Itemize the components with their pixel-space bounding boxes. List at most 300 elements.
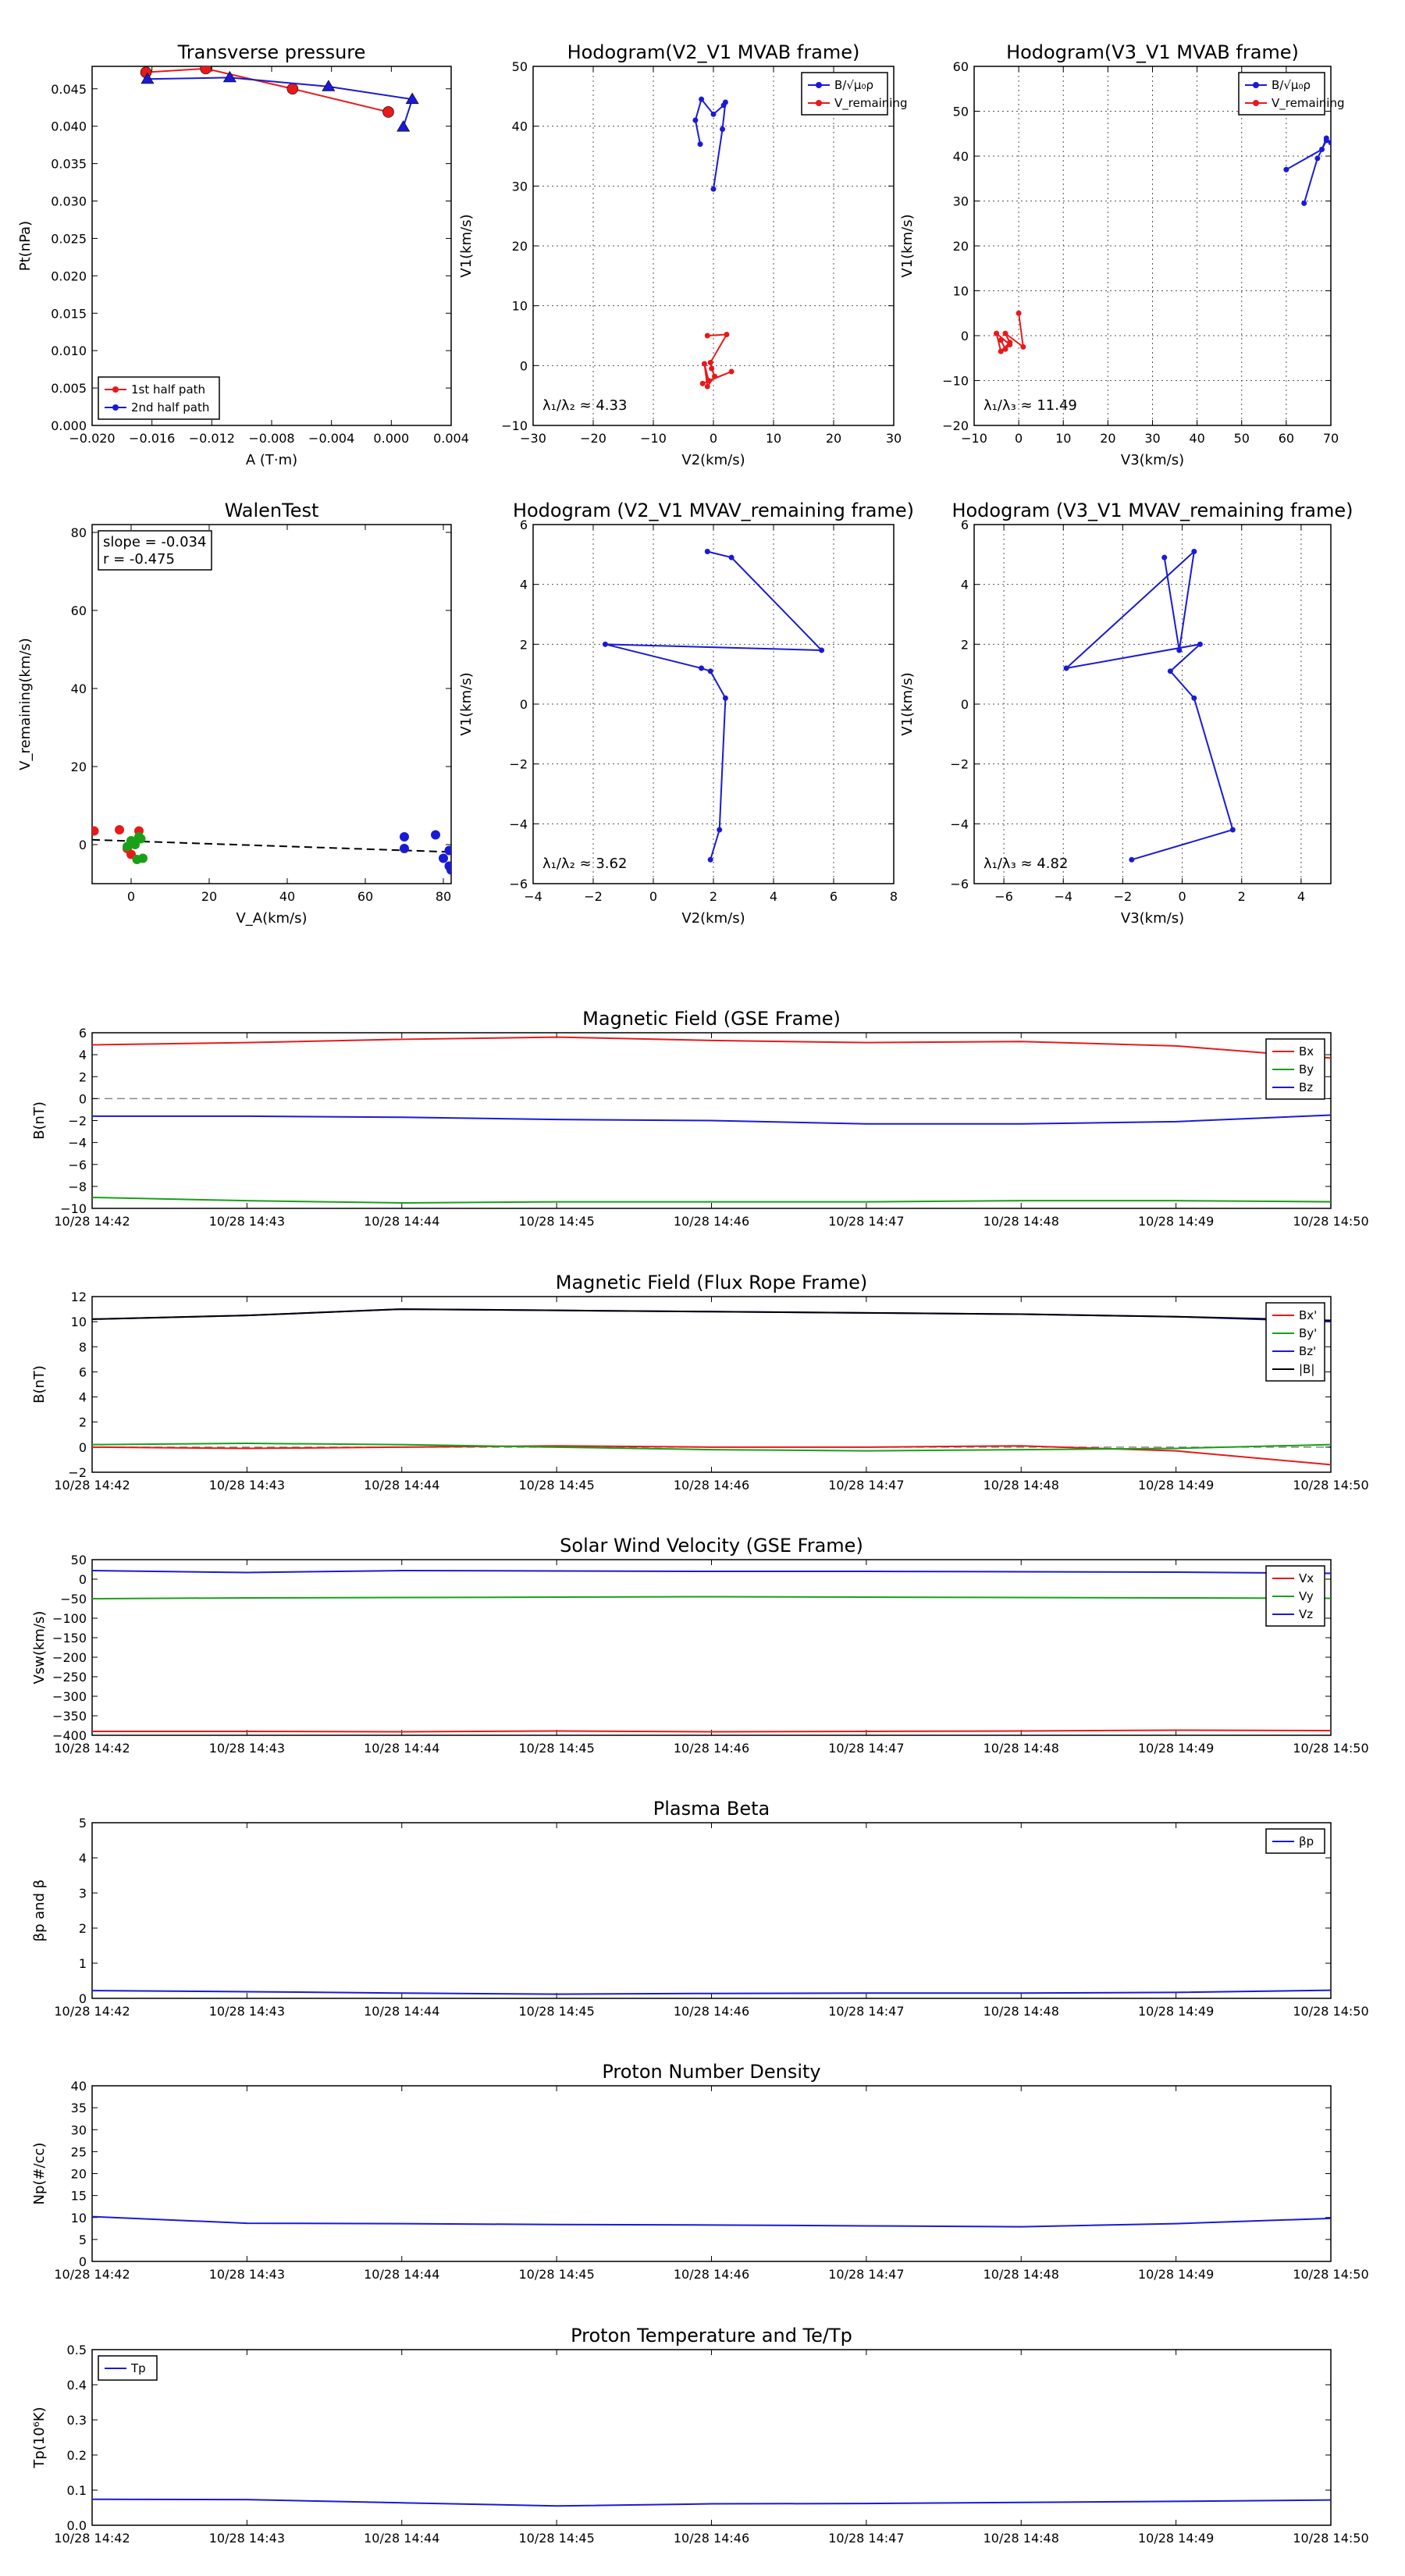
y-tick-label: 20 xyxy=(952,239,969,254)
data-point xyxy=(133,855,142,864)
x-tick-label: 10/28 14:42 xyxy=(54,2531,130,2546)
x-tick-label: 10/28 14:49 xyxy=(1137,2531,1215,2546)
data-point xyxy=(729,369,735,375)
x-tick-label: −0.020 xyxy=(69,431,116,446)
x-tick-label: 10/28 14:46 xyxy=(673,1741,750,1756)
x-axis-label: V2(km/s) xyxy=(681,452,745,468)
plot-area xyxy=(140,63,418,131)
x-tick-label: −0.004 xyxy=(308,431,355,446)
y-tick-label: 10 xyxy=(511,298,528,314)
series-line xyxy=(92,2217,1331,2227)
y-tick-label: 0.1 xyxy=(66,2483,87,2498)
plot-frame xyxy=(92,1823,1331,1998)
y-tick-label: 6 xyxy=(519,518,528,532)
x-tick-label: 10/28 14:44 xyxy=(364,2267,440,2282)
x-tick-label: 30 xyxy=(1144,431,1161,446)
legend-label: Bx' xyxy=(1299,1308,1318,1322)
chart-walen xyxy=(17,500,456,927)
chart-magfr xyxy=(31,1272,1369,1493)
x-tick-label: −2 xyxy=(584,889,603,904)
data-point xyxy=(698,141,703,147)
y-axis-label: V1(km/s) xyxy=(899,214,916,278)
y-tick-label: 0.0 xyxy=(66,2518,87,2533)
y-tick-label: 0 xyxy=(960,329,969,343)
y-tick-label: −6 xyxy=(509,877,528,891)
chart-title: WalenTest xyxy=(224,500,319,521)
plot-area xyxy=(92,1991,1331,1994)
x-tick-label: 10/28 14:46 xyxy=(673,2267,750,2282)
x-tick-label: 30 xyxy=(885,431,902,446)
data-point xyxy=(721,102,727,108)
y-tick-label: 2 xyxy=(78,1414,87,1430)
data-point xyxy=(712,374,717,379)
y-tick-label: −250 xyxy=(52,1670,87,1685)
series-line xyxy=(92,1309,1331,1320)
y-tick-label: 6 xyxy=(78,1364,87,1380)
x-tick-label: 10 xyxy=(1055,431,1072,446)
chart-title: Magnetic Field (GSE Frame) xyxy=(582,1008,841,1030)
series-line xyxy=(92,1597,1331,1599)
series-line xyxy=(148,77,412,126)
chart-title: Hodogram (V3_V1 MVAV_remaining frame) xyxy=(951,500,1353,521)
y-tick-label: −100 xyxy=(52,1611,87,1626)
y-tick-label: 5 xyxy=(78,2232,87,2247)
legend xyxy=(1266,1303,1325,1381)
x-tick-label: 10/28 14:44 xyxy=(364,2004,440,2019)
y-tick-label: 35 xyxy=(70,2101,87,2116)
y-tick-label: −8 xyxy=(68,1179,87,1194)
chart-title: Proton Number Density xyxy=(602,2061,821,2083)
x-tick-label: −2 xyxy=(1113,889,1133,904)
data-point xyxy=(603,642,608,647)
legend-label: Bx xyxy=(1299,1044,1314,1059)
y-tick-label: −200 xyxy=(52,1650,87,1665)
legend xyxy=(98,2356,157,2380)
y-tick-label: 2 xyxy=(78,1069,87,1085)
y-tick-label: 30 xyxy=(70,2122,87,2138)
y-tick-label: 2 xyxy=(519,637,528,653)
x-tick-label: −0.016 xyxy=(129,431,176,446)
y-tick-label: 0 xyxy=(78,1572,87,1587)
x-tick-label: 2 xyxy=(709,889,718,904)
legend-label: 2nd half path xyxy=(131,400,210,415)
data-point xyxy=(706,378,711,383)
legend-marker xyxy=(112,404,119,411)
x-tick-label: 10/28 14:47 xyxy=(828,1478,905,1493)
y-tick-label: 0.2 xyxy=(66,2448,87,2463)
y-tick-label: −10 xyxy=(501,418,528,433)
y-tick-label: 50 xyxy=(511,59,528,74)
y-tick-label: 25 xyxy=(70,2144,87,2160)
plot-area xyxy=(994,136,1333,354)
chart-tp2 xyxy=(31,2325,1369,2546)
legend xyxy=(98,377,219,419)
legend-label: B/√μ₀ρ xyxy=(834,78,873,92)
x-tick-label: 10/28 14:42 xyxy=(54,2004,130,2019)
data-point xyxy=(1283,167,1289,173)
chart-hodo2 xyxy=(899,41,1345,468)
x-tick-label: 0 xyxy=(126,889,136,904)
x-tick-label: 10/28 14:44 xyxy=(364,1214,440,1229)
chart-title: Proton Temperature and Te/Tp xyxy=(571,2325,852,2347)
plot-area xyxy=(692,97,734,390)
legend-label: By' xyxy=(1299,1326,1318,1340)
x-tick-label: 10/28 14:50 xyxy=(1293,1741,1369,1756)
y-axis-label: Tp(10⁶K) xyxy=(31,2407,48,2468)
y-tick-label: 0 xyxy=(78,1091,87,1107)
series-line xyxy=(92,1197,1331,1203)
x-tick-label: 20 xyxy=(1100,431,1116,446)
x-tick-label: 40 xyxy=(279,889,296,904)
y-tick-label: 4 xyxy=(78,1851,87,1866)
legend-label: 1st half path xyxy=(131,382,206,397)
x-tick-label: 10/28 14:48 xyxy=(983,1478,1059,1493)
x-tick-label: 0.004 xyxy=(433,431,469,446)
x-tick-label: 10/28 14:49 xyxy=(1137,2004,1215,2019)
x-tick-label: −10 xyxy=(640,431,667,446)
data-point xyxy=(699,97,704,102)
x-tick-label: 10/28 14:49 xyxy=(1137,1478,1215,1493)
plot-frame xyxy=(92,525,451,884)
x-tick-label: −6 xyxy=(994,889,1013,904)
data-point xyxy=(711,112,717,117)
data-point xyxy=(287,84,298,94)
chart-title: Magnetic Field (Flux Rope Frame) xyxy=(555,1272,868,1293)
x-tick-label: 20 xyxy=(825,431,842,446)
y-tick-label: 40 xyxy=(952,149,969,164)
chart-np xyxy=(31,2061,1369,2282)
legend xyxy=(1266,1829,1325,1853)
data-point xyxy=(702,361,707,367)
legend-marker xyxy=(1253,82,1259,88)
x-tick-label: 10/28 14:48 xyxy=(983,2004,1059,2019)
data-point xyxy=(998,337,1004,343)
x-tick-label: 10/28 14:47 xyxy=(828,2004,905,2019)
x-tick-label: −0.008 xyxy=(248,431,295,446)
y-tick-label: −2 xyxy=(950,756,969,772)
data-point xyxy=(692,118,698,123)
data-point xyxy=(1197,642,1203,647)
legend-label: βp xyxy=(1299,1834,1314,1848)
chart-hodo1 xyxy=(458,41,908,468)
y-tick-label: 10 xyxy=(70,2210,87,2226)
y-tick-label: 60 xyxy=(952,59,969,74)
x-axis-label: A (T·m) xyxy=(245,452,298,468)
x-axis-label: V2(km/s) xyxy=(681,910,745,927)
x-tick-label: 10/28 14:44 xyxy=(364,1478,440,1493)
y-axis-label: Np(#/cc) xyxy=(31,2142,48,2205)
x-tick-label: 70 xyxy=(1322,431,1339,446)
y-tick-label: −2 xyxy=(68,1113,87,1129)
plot-area xyxy=(92,1571,1331,1732)
y-tick-label: −10 xyxy=(60,1201,87,1216)
data-point xyxy=(1191,696,1197,701)
x-tick-label: 0 xyxy=(649,889,658,904)
x-tick-label: 10/28 14:42 xyxy=(54,1741,130,1756)
x-tick-label: 50 xyxy=(1233,431,1250,446)
x-tick-label: 10/28 14:43 xyxy=(208,2267,286,2282)
x-tick-label: 10/28 14:42 xyxy=(54,1214,130,1229)
y-tick-label: 0.000 xyxy=(51,418,87,433)
series-line xyxy=(92,1991,1331,1994)
data-point xyxy=(90,827,99,836)
y-axis-label: βp and β xyxy=(31,1879,48,1942)
y-axis-label: Vsw(km/s) xyxy=(31,1610,48,1685)
y-axis-label: Pt(nPa) xyxy=(17,220,34,272)
data-point xyxy=(201,63,212,74)
x-tick-label: 10/28 14:47 xyxy=(828,2267,905,2282)
y-tick-label: 20 xyxy=(70,760,87,774)
x-tick-label: −10 xyxy=(961,431,987,446)
data-point xyxy=(431,831,440,840)
legend-marker xyxy=(816,82,822,88)
y-axis-label: V_remaining(km/s) xyxy=(17,638,34,770)
y-tick-label: 0 xyxy=(519,697,528,712)
x-tick-label: 4 xyxy=(769,889,778,904)
x-tick-label: 8 xyxy=(889,889,898,904)
x-tick-label: 10/28 14:45 xyxy=(518,2004,595,2019)
y-tick-label: 10 xyxy=(952,283,969,299)
x-tick-label: 10/28 14:48 xyxy=(983,1214,1059,1229)
x-tick-label: −4 xyxy=(524,889,542,904)
ratio-annotation: λ₁/λ₃ ≈ 11.49 xyxy=(984,397,1077,414)
y-tick-label: 0.015 xyxy=(51,306,87,322)
x-tick-label: 10/28 14:43 xyxy=(208,1741,286,1756)
y-tick-label: 0.5 xyxy=(66,2343,87,2357)
x-tick-label: 10/28 14:43 xyxy=(208,2531,286,2546)
x-tick-label: 10/28 14:50 xyxy=(1293,2267,1369,2282)
x-tick-label: 20 xyxy=(201,889,218,904)
data-point xyxy=(724,332,729,337)
x-tick-label: 10/28 14:46 xyxy=(673,1214,750,1229)
y-tick-label: −50 xyxy=(60,1592,87,1606)
y-tick-label: 6 xyxy=(78,1026,87,1041)
legend-label: B/√μ₀ρ xyxy=(1272,78,1311,92)
data-point xyxy=(137,834,146,844)
y-tick-label: 5 xyxy=(78,1816,87,1831)
legend xyxy=(1239,73,1345,115)
data-point xyxy=(711,187,717,192)
y-tick-label: 0.045 xyxy=(51,81,87,97)
data-point xyxy=(1016,311,1022,316)
y-tick-label: 0.005 xyxy=(51,381,87,397)
x-tick-label: −4 xyxy=(1054,889,1073,904)
data-point xyxy=(1319,147,1325,152)
x-tick-label: 10/28 14:42 xyxy=(54,2267,130,2282)
data-point xyxy=(400,832,409,841)
legend-label: Vy xyxy=(1299,1589,1314,1603)
legend-label: By xyxy=(1299,1062,1314,1076)
data-point xyxy=(446,866,456,875)
data-point xyxy=(1007,342,1012,347)
x-tick-label: 10/28 14:45 xyxy=(518,2531,595,2546)
data-point xyxy=(1002,347,1008,352)
stats-text: slope = -0.034 xyxy=(103,534,207,550)
y-tick-label: 40 xyxy=(70,2079,87,2094)
data-point xyxy=(708,857,713,863)
series-line xyxy=(92,1037,1331,1059)
y-tick-label: −300 xyxy=(52,1689,87,1704)
x-axis-label: V3(km/s) xyxy=(1120,910,1185,927)
x-tick-label: −0.012 xyxy=(188,431,235,446)
y-tick-label: 2 xyxy=(78,1921,87,1936)
y-tick-label: 4 xyxy=(519,577,528,592)
plot-area xyxy=(92,1309,1331,1464)
y-tick-label: −10 xyxy=(942,373,969,389)
x-tick-label: 10/28 14:45 xyxy=(518,1478,595,1493)
legend-label: Bz xyxy=(1299,1080,1314,1094)
chart-title: Transverse pressure xyxy=(177,41,366,63)
y-tick-label: −4 xyxy=(950,817,969,832)
data-point xyxy=(705,384,710,390)
legend-label: V_remaining xyxy=(1272,96,1345,110)
data-point xyxy=(1020,344,1026,350)
legend xyxy=(1266,1039,1325,1099)
x-tick-label: 0.000 xyxy=(373,431,410,446)
y-tick-label: 0.020 xyxy=(51,269,87,284)
legend-marker xyxy=(1253,100,1259,106)
series-line xyxy=(92,1571,1331,1574)
x-tick-label: 2 xyxy=(1237,889,1246,904)
x-tick-label: 10/28 14:49 xyxy=(1137,1214,1215,1229)
plot-area xyxy=(1064,549,1236,863)
y-tick-label: 6 xyxy=(960,518,969,532)
ratio-annotation: λ₁/λ₃ ≈ 4.82 xyxy=(984,856,1069,872)
data-point xyxy=(1324,136,1329,141)
y-tick-label: 50 xyxy=(70,1553,87,1567)
series-line xyxy=(92,2500,1331,2507)
legend-label: Vx xyxy=(1299,1571,1314,1585)
y-axis-label: B(nT) xyxy=(31,1101,48,1140)
x-tick-label: 10/28 14:47 xyxy=(828,2531,905,2546)
data-point xyxy=(115,825,124,834)
legend-label: Tp xyxy=(131,2361,146,2375)
chart-hodo3 xyxy=(458,500,914,927)
x-tick-label: 10/28 14:50 xyxy=(1293,2531,1369,2546)
chart-beta xyxy=(31,1798,1369,2019)
x-tick-label: 4 xyxy=(1297,889,1306,904)
plot-area xyxy=(92,2500,1331,2507)
chart-title: Hodogram(V2_V1 MVAB frame) xyxy=(567,41,860,63)
plot-area xyxy=(92,1037,1331,1203)
plot-area xyxy=(90,825,457,875)
x-tick-label: 10/28 14:43 xyxy=(208,1478,286,1493)
y-tick-label: 20 xyxy=(511,239,528,254)
legend xyxy=(1266,1566,1325,1626)
y-tick-label: −2 xyxy=(509,756,528,772)
x-tick-label: 10/28 14:48 xyxy=(983,2267,1059,2282)
x-tick-label: 10/28 14:46 xyxy=(673,2531,750,2546)
data-point xyxy=(1301,201,1307,206)
y-tick-label: 60 xyxy=(70,603,87,618)
y-tick-label: 30 xyxy=(952,194,969,209)
chart-title: Hodogram(V3_V1 MVAB frame) xyxy=(1006,41,1299,63)
series-line xyxy=(1066,552,1232,860)
y-tick-label: 30 xyxy=(511,179,528,194)
x-tick-label: 0 xyxy=(709,431,718,446)
data-point xyxy=(717,827,722,833)
chart-tp xyxy=(17,41,469,468)
x-tick-label: 10/28 14:47 xyxy=(828,1214,905,1229)
chart-hodo4 xyxy=(899,500,1353,927)
legend-marker xyxy=(816,100,822,106)
data-point xyxy=(708,668,713,674)
x-tick-label: −30 xyxy=(520,431,546,446)
x-axis-label: V_A(km/s) xyxy=(236,910,308,927)
legend-marker xyxy=(112,386,119,393)
fit-line xyxy=(92,840,451,852)
x-tick-label: 10/28 14:50 xyxy=(1293,1478,1369,1493)
data-point xyxy=(439,854,448,863)
data-point xyxy=(1168,668,1173,674)
y-tick-label: 40 xyxy=(70,681,87,696)
y-tick-label: 0.030 xyxy=(51,194,87,209)
x-tick-label: 10/28 14:46 xyxy=(673,1478,750,1493)
chart-vsw xyxy=(31,1535,1369,1756)
data-point xyxy=(1129,857,1134,863)
x-tick-label: 10/28 14:44 xyxy=(364,2531,440,2546)
x-tick-label: 60 xyxy=(1278,431,1295,446)
plot-frame xyxy=(92,1560,1331,1735)
legend-label: Vz xyxy=(1299,1607,1314,1621)
y-tick-label: 4 xyxy=(78,1048,87,1063)
y-tick-label: 0.4 xyxy=(66,2378,87,2393)
data-point xyxy=(1329,140,1334,145)
x-tick-label: 0 xyxy=(1015,431,1023,446)
data-point xyxy=(445,846,454,856)
data-point xyxy=(1191,549,1197,554)
chart-title: Plasma Beta xyxy=(653,1798,770,1820)
data-point xyxy=(1230,827,1236,833)
chart-magb xyxy=(31,1008,1369,1229)
plot-frame xyxy=(92,2086,1331,2261)
y-tick-label: 0 xyxy=(960,697,969,712)
legend-label: Bz' xyxy=(1299,1344,1317,1358)
x-tick-label: 10/28 14:42 xyxy=(54,1478,130,1493)
x-tick-label: 80 xyxy=(435,889,452,904)
x-tick-label: 10/28 14:45 xyxy=(518,2267,595,2282)
x-tick-label: 10/28 14:43 xyxy=(208,1214,286,1229)
y-tick-label: −400 xyxy=(52,1728,87,1743)
x-tick-label: 10 xyxy=(765,431,782,446)
y-tick-label: 0 xyxy=(78,2254,87,2269)
x-tick-label: 10/28 14:49 xyxy=(1137,1741,1215,1756)
chart-title: Hodogram (V2_V1 MVAV_remaining frame) xyxy=(512,500,915,521)
x-tick-label: 10/28 14:45 xyxy=(518,1214,595,1229)
y-tick-label: 1 xyxy=(78,1956,87,1971)
ratio-annotation: λ₁/λ₂ ≈ 3.62 xyxy=(542,856,628,872)
plot-frame xyxy=(92,1297,1331,1472)
y-tick-label: 0 xyxy=(78,838,87,852)
data-point xyxy=(708,360,713,365)
y-tick-label: −2 xyxy=(68,1465,87,1480)
data-point xyxy=(705,333,710,339)
x-tick-label: 40 xyxy=(1189,431,1205,446)
x-axis-label: V3(km/s) xyxy=(1120,452,1185,468)
data-point xyxy=(1176,648,1182,653)
x-tick-label: 10/28 14:48 xyxy=(983,2531,1059,2546)
y-tick-label: 0.035 xyxy=(51,156,87,172)
y-tick-label: 50 xyxy=(952,104,969,119)
x-tick-label: 10/28 14:50 xyxy=(1293,2004,1369,2019)
x-tick-label: 6 xyxy=(829,889,838,904)
y-tick-label: 8 xyxy=(78,1340,87,1355)
y-tick-label: 10 xyxy=(70,1315,87,1330)
data-point xyxy=(819,648,824,653)
x-tick-label: 10/28 14:47 xyxy=(828,1741,905,1756)
data-point xyxy=(994,331,999,336)
y-axis-label: V1(km/s) xyxy=(458,214,475,278)
